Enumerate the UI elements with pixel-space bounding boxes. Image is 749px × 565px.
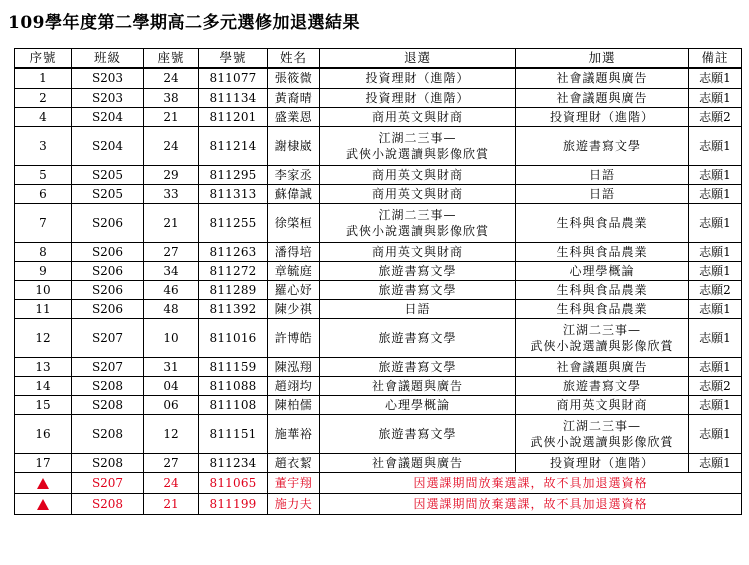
row-add-course-line: 社會議題與廣告 <box>556 360 648 374</box>
table-row <box>15 396 742 415</box>
row-drop-course <box>320 185 516 204</box>
row-no: 1 <box>15 68 72 89</box>
table-row <box>15 454 742 473</box>
header-add: 加選 <box>516 49 689 68</box>
row-marker <box>15 494 72 515</box>
row-note: 志願1 <box>689 89 742 108</box>
row-add-course-line: 日語 <box>588 187 615 201</box>
row-drop-course <box>320 108 516 127</box>
row-seat: 21 <box>144 494 199 515</box>
row-drop-course-line: 武俠小說選讀與影像欣賞 <box>345 224 489 238</box>
table-row <box>15 68 742 89</box>
row-drop-course-line: 旅遊書寫文學 <box>378 360 457 374</box>
row-add-course-line: 日語 <box>588 168 615 182</box>
row-note: 志願1 <box>689 415 742 454</box>
row-note: 志願2 <box>689 281 742 300</box>
row-seat: 04 <box>144 377 199 396</box>
row-student-id: 811201 <box>199 108 268 127</box>
header-student-id: 學號 <box>199 49 268 68</box>
header-seat: 座號 <box>144 49 199 68</box>
row-seat: 27 <box>144 243 199 262</box>
table-row <box>15 243 742 262</box>
row-class: S203 <box>72 68 144 89</box>
row-drop-course <box>320 243 516 262</box>
row-student-id: 811065 <box>199 473 268 494</box>
row-student-id: 811159 <box>199 358 268 377</box>
row-class: S206 <box>72 262 144 281</box>
row-no: 13 <box>15 358 72 377</box>
row-name: 李家丞 <box>268 166 320 185</box>
row-drop-course-line: 武俠小說選讀與影像欣賞 <box>345 147 489 161</box>
row-seat: 48 <box>144 300 199 319</box>
row-seat: 24 <box>144 127 199 166</box>
header-note: 備註 <box>689 49 742 68</box>
row-note: 志願1 <box>689 396 742 415</box>
row-student-id: 811134 <box>199 89 268 108</box>
triangle-warning-icon <box>37 478 49 489</box>
row-name: 潘得培 <box>268 243 320 262</box>
row-name: 盛業恩 <box>268 108 320 127</box>
row-name: 陳泓翔 <box>268 358 320 377</box>
row-class: S207 <box>72 319 144 358</box>
row-note: 志願1 <box>689 319 742 358</box>
row-name: 羅心妤 <box>268 281 320 300</box>
row-class: S206 <box>72 204 144 243</box>
row-no: 3 <box>15 127 72 166</box>
table-row <box>15 358 742 377</box>
row-class: S208 <box>72 396 144 415</box>
row-seat: 24 <box>144 68 199 89</box>
row-student-id: 811295 <box>199 166 268 185</box>
row-student-id: 811313 <box>199 185 268 204</box>
row-drop-course-line: 江湖二三事— <box>378 131 457 145</box>
row-add-course <box>516 300 689 319</box>
row-class: S206 <box>72 281 144 300</box>
row-name: 黃裔晴 <box>268 89 320 108</box>
row-drop-course <box>320 358 516 377</box>
row-drop-course-line: 商用英文與財商 <box>371 168 463 182</box>
row-drop-course <box>320 68 516 89</box>
row-drop-course <box>320 300 516 319</box>
row-class: S204 <box>72 127 144 166</box>
row-add-course-line: 投資理財（進階） <box>549 456 654 470</box>
table-row <box>15 204 742 243</box>
row-no: 15 <box>15 396 72 415</box>
row-seat: 29 <box>144 166 199 185</box>
row-class: S206 <box>72 300 144 319</box>
row-seat: 12 <box>144 415 199 454</box>
row-note: 志願2 <box>689 377 742 396</box>
row-class: S208 <box>72 494 144 515</box>
row-drop-course-line: 商用英文與財商 <box>371 187 463 201</box>
row-class: S204 <box>72 108 144 127</box>
row-drop-course-line: 心理學概論 <box>384 398 450 412</box>
row-note: 志願1 <box>689 262 742 281</box>
cancelled-row <box>15 494 742 515</box>
row-drop-course <box>320 319 516 358</box>
row-no: 9 <box>15 262 72 281</box>
row-name: 董宇翔 <box>268 473 320 494</box>
row-no: 8 <box>15 243 72 262</box>
row-add-course <box>516 166 689 185</box>
row-student-id: 811016 <box>199 319 268 358</box>
row-class: S205 <box>72 166 144 185</box>
row-drop-course-line: 社會議題與廣告 <box>371 456 463 470</box>
row-student-id: 811151 <box>199 415 268 454</box>
header-drop: 退選 <box>320 49 516 68</box>
row-drop-course-line: 旅遊書寫文學 <box>378 264 457 278</box>
table-header <box>15 49 742 68</box>
cancelled-row <box>15 473 742 494</box>
row-no: 10 <box>15 281 72 300</box>
table-row <box>15 377 742 396</box>
table-row <box>15 185 742 204</box>
table-row <box>15 262 742 281</box>
row-add-course <box>516 127 689 166</box>
table-row <box>15 166 742 185</box>
row-add-course-line: 武俠小說選讀與影像欣賞 <box>530 339 674 353</box>
table-row <box>15 127 742 166</box>
row-seat: 21 <box>144 108 199 127</box>
row-note: 志願1 <box>689 185 742 204</box>
row-add-course-line: 商用英文與財商 <box>556 398 648 412</box>
row-name: 張筱微 <box>268 68 320 89</box>
row-class: S206 <box>72 243 144 262</box>
table-row <box>15 281 742 300</box>
row-note: 志願1 <box>689 358 742 377</box>
row-note: 志願1 <box>689 300 742 319</box>
header-name: 姓名 <box>268 49 320 68</box>
row-student-id: 811234 <box>199 454 268 473</box>
row-class: S207 <box>72 473 144 494</box>
row-no: 17 <box>15 454 72 473</box>
row-add-course-line: 江湖二三事— <box>562 323 641 337</box>
row-drop-course <box>320 204 516 243</box>
row-note: 志願1 <box>689 166 742 185</box>
row-drop-course-line: 江湖二三事— <box>378 208 457 222</box>
row-student-id: 811263 <box>199 243 268 262</box>
row-no: 7 <box>15 204 72 243</box>
header-no: 序號 <box>15 49 72 68</box>
row-student-id: 811077 <box>199 68 268 89</box>
row-no: 5 <box>15 166 72 185</box>
row-add-course <box>516 262 689 281</box>
row-drop-course-line: 社會議題與廣告 <box>371 379 463 393</box>
row-marker <box>15 473 72 494</box>
row-drop-course-line: 日語 <box>404 302 431 316</box>
row-add-course-line: 生科與食品農業 <box>556 245 648 259</box>
row-note: 志願2 <box>689 108 742 127</box>
row-student-id: 811392 <box>199 300 268 319</box>
row-add-course <box>516 396 689 415</box>
table-row <box>15 319 742 358</box>
row-add-course <box>516 319 689 358</box>
row-note: 志願1 <box>689 127 742 166</box>
row-class: S208 <box>72 377 144 396</box>
table-row <box>15 300 742 319</box>
row-drop-course-line: 商用英文與財商 <box>371 245 463 259</box>
row-add-course-line: 生科與食品農業 <box>556 302 648 316</box>
row-seat: 38 <box>144 89 199 108</box>
row-student-id: 811272 <box>199 262 268 281</box>
row-name: 徐棨桓 <box>268 204 320 243</box>
row-no: 4 <box>15 108 72 127</box>
row-drop-course <box>320 377 516 396</box>
row-class: S208 <box>72 415 144 454</box>
row-add-course-line: 心理學概論 <box>569 264 635 278</box>
row-cancel-note: 因選課期間放棄選課，故不具加退選資格 <box>320 473 742 494</box>
row-add-course <box>516 185 689 204</box>
row-drop-course <box>320 262 516 281</box>
row-drop-course <box>320 415 516 454</box>
row-drop-course <box>320 281 516 300</box>
row-name: 施華裕 <box>268 415 320 454</box>
row-drop-course-line: 旅遊書寫文學 <box>378 283 457 297</box>
row-no: 6 <box>15 185 72 204</box>
row-class: S205 <box>72 185 144 204</box>
row-student-id: 811255 <box>199 204 268 243</box>
row-add-course <box>516 454 689 473</box>
row-no: 2 <box>15 89 72 108</box>
row-seat: 31 <box>144 358 199 377</box>
row-add-course <box>516 89 689 108</box>
page-title: 109學年度第二學期高二多元選修加退選結果 <box>8 13 360 33</box>
row-drop-course-line: 旅遊書寫文學 <box>378 331 457 345</box>
row-class: S207 <box>72 358 144 377</box>
row-add-course-line: 生科與食品農業 <box>556 216 648 230</box>
row-add-course <box>516 243 689 262</box>
row-cancel-note: 因選課期間放棄選課，故不具加退選資格 <box>320 494 742 515</box>
row-drop-course <box>320 166 516 185</box>
row-add-course-line: 社會議題與廣告 <box>556 71 648 86</box>
header-class: 班級 <box>72 49 144 68</box>
row-drop-course-line: 投資理財（進階） <box>365 71 470 86</box>
row-add-course-line: 旅遊書寫文學 <box>562 379 641 393</box>
row-seat: 21 <box>144 204 199 243</box>
row-name: 蘇偉誠 <box>268 185 320 204</box>
row-student-id: 811214 <box>199 127 268 166</box>
row-add-course <box>516 358 689 377</box>
row-drop-course <box>320 89 516 108</box>
row-class: S208 <box>72 454 144 473</box>
table-row <box>15 415 742 454</box>
row-name: 施力夫 <box>268 494 320 515</box>
row-name: 趙衣絜 <box>268 454 320 473</box>
table-row <box>15 108 742 127</box>
row-student-id: 811108 <box>199 396 268 415</box>
row-seat: 24 <box>144 473 199 494</box>
row-add-course <box>516 281 689 300</box>
row-add-course-line: 旅遊書寫文學 <box>562 139 641 153</box>
row-note: 志願1 <box>689 68 742 89</box>
row-drop-course <box>320 127 516 166</box>
row-note: 志願1 <box>689 204 742 243</box>
row-add-course <box>516 68 689 89</box>
row-add-course-line: 投資理財（進階） <box>549 110 654 124</box>
row-add-course-line: 江湖二三事— <box>562 419 641 433</box>
result-table <box>14 48 742 515</box>
table-body <box>15 68 742 515</box>
row-note: 志願1 <box>689 243 742 262</box>
row-add-course-line: 武俠小說選讀與影像欣賞 <box>530 435 674 449</box>
row-add-course <box>516 415 689 454</box>
row-name: 趙翊均 <box>268 377 320 396</box>
row-seat: 27 <box>144 454 199 473</box>
row-seat: 33 <box>144 185 199 204</box>
table-row <box>15 89 742 108</box>
row-student-id: 811199 <box>199 494 268 515</box>
row-drop-course <box>320 396 516 415</box>
row-seat: 34 <box>144 262 199 281</box>
row-name: 陳少祺 <box>268 300 320 319</box>
row-class: S203 <box>72 89 144 108</box>
row-add-course-line: 生科與食品農業 <box>556 283 648 297</box>
row-drop-course-line: 商用英文與財商 <box>371 110 463 124</box>
row-name: 謝棣崴 <box>268 127 320 166</box>
row-note: 志願1 <box>689 454 742 473</box>
row-drop-course-line: 投資理財（進階） <box>365 91 470 105</box>
row-no: 12 <box>15 319 72 358</box>
row-name: 許博皓 <box>268 319 320 358</box>
row-add-course <box>516 204 689 243</box>
row-no: 16 <box>15 415 72 454</box>
row-seat: 46 <box>144 281 199 300</box>
row-student-id: 811289 <box>199 281 268 300</box>
row-add-course-line: 社會議題與廣告 <box>556 91 648 105</box>
row-drop-course-line: 旅遊書寫文學 <box>378 427 457 441</box>
row-drop-course <box>320 454 516 473</box>
row-name: 章毓庭 <box>268 262 320 281</box>
triangle-warning-icon <box>37 499 49 510</box>
row-seat: 06 <box>144 396 199 415</box>
row-add-course <box>516 108 689 127</box>
row-student-id: 811088 <box>199 377 268 396</box>
row-no: 11 <box>15 300 72 319</box>
row-seat: 10 <box>144 319 199 358</box>
row-no: 14 <box>15 377 72 396</box>
row-name: 陳柏儒 <box>268 396 320 415</box>
row-add-course <box>516 377 689 396</box>
